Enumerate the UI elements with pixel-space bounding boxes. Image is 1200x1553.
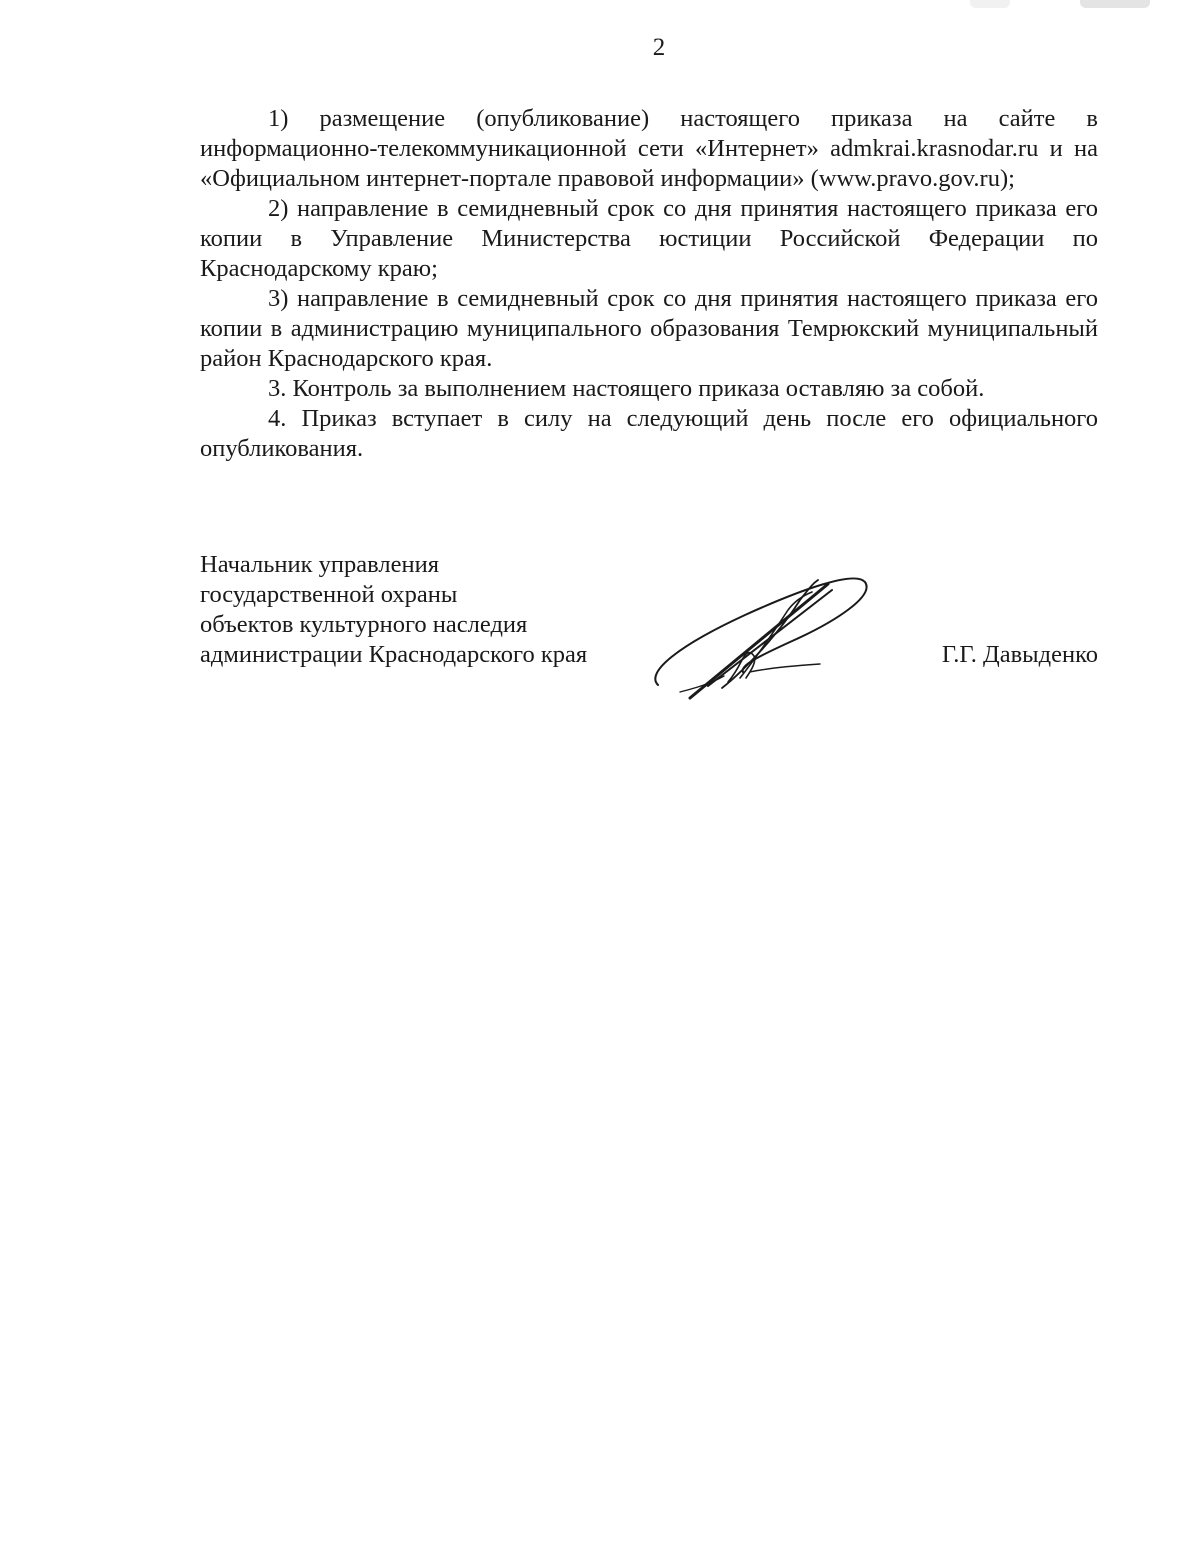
handwritten-signature [650, 560, 880, 700]
paragraph-item-3: 3) направление в семидневный срок со дня принятия настоящего приказа его копии в администрацию муниципального образования Темрюкский муниципальный район Краснодарского края. [200, 285, 1098, 372]
paragraph-control: 3. Контроль за выполнением настоящего приказа оставляю за собой. [268, 375, 985, 402]
signatory-position-line: объектов культурного наследия [200, 611, 528, 638]
paragraph-effective-date: 4. Приказ вступает в силу на следующий день после его официального опубликования. [200, 405, 1098, 462]
signatory-position-line: государственной охраны [200, 581, 458, 608]
page-number: 2 [652, 34, 666, 61]
signatory-position [200, 550, 587, 670]
document-body [200, 104, 1098, 464]
signature-block [200, 550, 1098, 710]
signatory-position-line: администрации Краснодарского края [200, 641, 588, 668]
signatory-name: Г.Г. Давыденко [941, 641, 1098, 668]
paragraph-item-1: 1) размещение (опубликование) настоящего приказа на сайте в информационно-телекоммуникационной сети «Интернет» admkrai.krasnodar.ru и на «Официальном интернет-портале правовой информации» (www.pravo.gov.ru); [200, 105, 1098, 192]
scan-edge-artifact [970, 0, 1190, 8]
signatory-position-line: Начальник управления [200, 551, 439, 578]
paragraph-item-2: 2) направление в семидневный срок со дня принятия настоящего приказа его копии в Управление Министерства юстиции Российской Федерации по Краснодарскому краю; [200, 195, 1098, 282]
